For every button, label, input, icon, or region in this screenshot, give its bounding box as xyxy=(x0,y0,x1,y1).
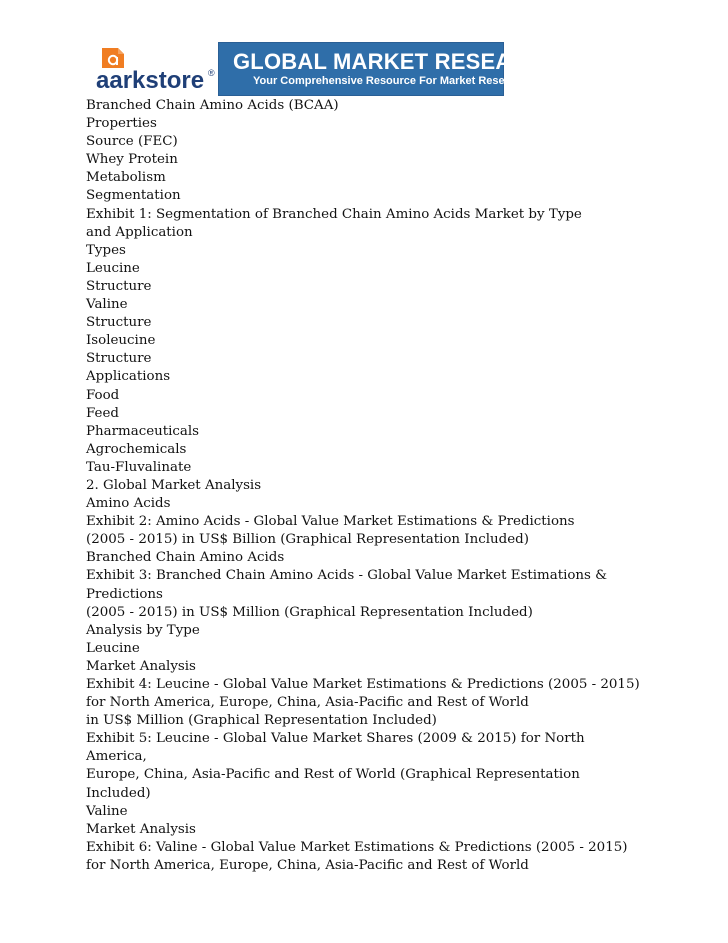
document-line: 2. Global Market Analysis xyxy=(86,477,262,493)
document-line: Exhibit 2: Amino Acids - Global Value Market Estimations & Predictions xyxy=(86,514,575,530)
document-line: Whey Protein xyxy=(86,152,178,168)
document-line: Exhibit 5: Leucine - Global Value Market Shares (2009 & 2015) for North America, xyxy=(86,731,589,765)
document-line: Exhibit 3: Branched Chain Amino Acids - Global Value Market Estimations & xyxy=(86,568,608,584)
document-line: Source (FEC) xyxy=(86,134,178,150)
document-line: Analysis by Type xyxy=(86,622,200,638)
document-line: Feed xyxy=(86,405,119,421)
document-line: Metabolism xyxy=(86,170,166,186)
registered-mark: ® xyxy=(208,68,215,78)
document-line: Branched Chain Amino Acids xyxy=(86,550,285,566)
document-line: Europe, China, Asia-Pacific and Rest of World (Graphical Representation Included) xyxy=(86,767,585,801)
document-line: Isoleucine xyxy=(86,333,156,349)
document-line: Structure xyxy=(86,278,152,294)
document-line: Predictions xyxy=(86,586,163,602)
document-line: and Application xyxy=(86,224,193,240)
document-line: Exhibit 4: Leucine - Global Value Market Estimations & Predictions (2005 - 2015) xyxy=(86,677,640,692)
document-line: Segmentation xyxy=(86,188,181,204)
page-header xyxy=(88,40,560,98)
document-line: Types xyxy=(86,242,126,258)
document-line: Market Analysis xyxy=(86,658,196,674)
document-line: (2005 - 2015) in US$ Billion (Graphical Representation Included) xyxy=(86,532,529,548)
document-body xyxy=(86,97,646,875)
document-line: Valine xyxy=(86,803,128,819)
document-line: Properties xyxy=(86,116,157,132)
document-line: Exhibit 1: Segmentation of Branched Chain Amino Acids Market by Type xyxy=(86,206,582,222)
document-line: Tau-Fluvalinate xyxy=(86,459,192,475)
document-line: Pharmaceuticals xyxy=(86,423,200,439)
document-line: in US$ Million (Graphical Representation Included) xyxy=(86,713,437,729)
document-line: Agrochemicals xyxy=(86,441,187,457)
document-line: Market Analysis xyxy=(86,821,196,837)
document-line: Food xyxy=(86,387,120,403)
document-line: Valine xyxy=(86,297,128,313)
document-line: Exhibit 6: Valine - Global Value Market Estimations & Predictions (2005 - 2015) xyxy=(86,839,628,855)
document-line: Branched Chain Amino Acids (BCAA) xyxy=(86,98,339,113)
document-line: Applications xyxy=(86,369,171,385)
banner-subtitle: Your Comprehensive Resource For Market Research xyxy=(253,75,528,87)
document-line: Structure xyxy=(86,351,152,367)
banner-title: GLOBAL MARKET RESEARCH xyxy=(233,49,560,74)
global-market-research-banner xyxy=(218,42,560,96)
document-line: for North America, Europe, China, Asia-Pacific and Rest of World xyxy=(86,695,529,711)
document-line: Amino Acids xyxy=(86,496,171,512)
document-line: Structure xyxy=(86,315,152,331)
aarkstore-logo xyxy=(94,44,220,94)
document-line: Leucine xyxy=(86,260,140,276)
document-line: Leucine xyxy=(86,640,140,656)
document-line: (2005 - 2015) in US$ Million (Graphical Representation Included) xyxy=(86,604,533,620)
aarkstore-logo-text: aarkstore xyxy=(96,67,205,94)
document-line: for North America, Europe, China, Asia-Pacific and Rest of World xyxy=(86,857,529,873)
